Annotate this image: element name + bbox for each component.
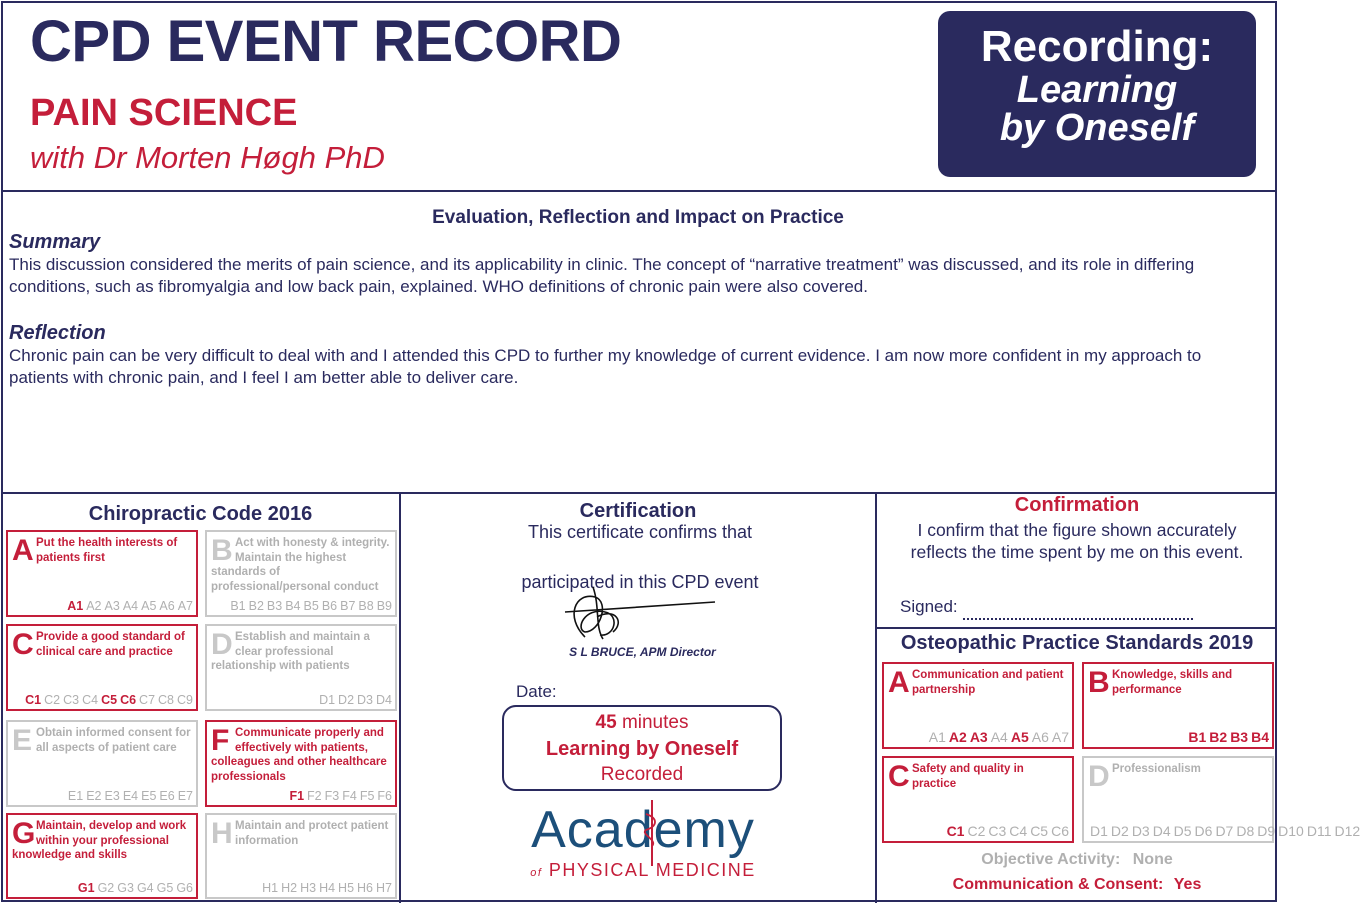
standard-codes bbox=[11, 599, 193, 613]
standard-description-text: Safety and quality in practice bbox=[912, 763, 1024, 790]
standard-code: B1 bbox=[230, 599, 246, 613]
standard-description-text: Establish and maintain a clear professional relationship with patients bbox=[211, 631, 370, 672]
standard-code: A7 bbox=[177, 599, 193, 613]
signatory-name: S L BRUCE, APM Director bbox=[569, 645, 716, 659]
standard-letter: D bbox=[1088, 760, 1110, 793]
standard-description bbox=[211, 819, 392, 848]
osteo-standard-a bbox=[882, 662, 1074, 749]
standard-code: A3 bbox=[969, 729, 988, 745]
recording-label: Recording: bbox=[980, 22, 1214, 71]
signature-image bbox=[555, 577, 775, 647]
standard-description-text: Obtain informed consent for all aspects of patient care bbox=[36, 727, 191, 754]
standard-code: G1 bbox=[77, 881, 95, 895]
reflection-text: Chronic pain can be very difficult to deal with and I attended this CPD to further my knowledge of current evidence. I am now more confident in my approach to patients with chronic pain, and I feel I am better able to deliver care. bbox=[9, 346, 1202, 387]
divider bbox=[399, 493, 401, 903]
standard-description bbox=[12, 536, 193, 565]
standard-letter: B bbox=[1088, 666, 1110, 699]
standard-description bbox=[211, 630, 392, 674]
standard-code: A3 bbox=[104, 599, 120, 613]
confirmation-title: Confirmation bbox=[1014, 494, 1140, 516]
certification-title: Certification bbox=[579, 500, 697, 522]
page-title: CPD EVENT RECORD bbox=[30, 9, 622, 74]
standard-code: H6 bbox=[357, 881, 374, 895]
standard-code: C3 bbox=[63, 693, 80, 707]
chiro-standard-g bbox=[6, 813, 198, 899]
standard-codes bbox=[11, 881, 193, 895]
standard-letter: D bbox=[211, 628, 233, 661]
divider bbox=[2, 190, 1277, 192]
recording-type-line1: Learning bbox=[1016, 69, 1178, 111]
standard-code: C3 bbox=[988, 823, 1007, 839]
standard-description-text: Knowledge, skills and performance bbox=[1112, 669, 1233, 696]
presenter-line: with Dr Morten Høgh PhD bbox=[30, 140, 385, 175]
standard-code: C5 bbox=[101, 693, 118, 707]
standard-code: B2 bbox=[1209, 729, 1228, 745]
standard-code: C5 bbox=[1030, 823, 1049, 839]
standard-code: D10 bbox=[1278, 823, 1304, 839]
standard-code: A5 bbox=[1010, 729, 1029, 745]
standard-code: G5 bbox=[156, 881, 174, 895]
standard-code: A6 bbox=[159, 599, 175, 613]
chiro-title: Chiropractic Code 2016 bbox=[88, 503, 313, 525]
standard-code: H1 bbox=[262, 881, 279, 895]
standard-code: E3 bbox=[104, 789, 120, 803]
activity-type: Learning by Oneself bbox=[545, 738, 739, 760]
standard-code: C1 bbox=[946, 823, 965, 839]
standard-code: C1 bbox=[25, 693, 42, 707]
logo-wordmark: Academy bbox=[531, 801, 755, 859]
standard-code: F1 bbox=[289, 789, 305, 803]
standard-description-text: Maintain and protect patient information bbox=[235, 820, 389, 847]
standard-code: A5 bbox=[141, 599, 157, 613]
standard-code: D12 bbox=[1334, 823, 1360, 839]
osteo-standard-d bbox=[1082, 756, 1360, 843]
objective-activity-value: None bbox=[1132, 851, 1173, 868]
standard-code: B4 bbox=[285, 599, 301, 613]
standard-code: D3 bbox=[357, 693, 374, 707]
standard-code: F6 bbox=[377, 789, 392, 803]
standard-code: G3 bbox=[117, 881, 134, 895]
standard-codes bbox=[1087, 823, 1360, 839]
duration-value: 45 bbox=[595, 712, 617, 733]
standard-letter: A bbox=[12, 534, 34, 567]
standard-description-text: Provide a good standard of clinical care and practice bbox=[36, 631, 185, 658]
standard-code: D4 bbox=[1152, 823, 1171, 839]
standard-code: B9 bbox=[376, 599, 392, 613]
standard-description-text: Communication and patient partnership bbox=[912, 669, 1064, 696]
standard-code: C6 bbox=[1051, 823, 1069, 839]
standard-code: G2 bbox=[97, 881, 115, 895]
duration-unit: minutes bbox=[621, 712, 689, 733]
standard-code: C7 bbox=[139, 693, 156, 707]
standard-code: D1 bbox=[1090, 823, 1108, 839]
standard-codes bbox=[210, 789, 392, 803]
standard-code: A7 bbox=[1051, 729, 1069, 745]
standard-code: A2 bbox=[948, 729, 967, 745]
signed-label: Signed: bbox=[900, 597, 958, 616]
standard-code: B7 bbox=[340, 599, 356, 613]
standard-letter: G bbox=[12, 817, 36, 850]
chiro-standard-d bbox=[205, 624, 397, 711]
standard-code: E6 bbox=[159, 789, 175, 803]
standard-code: E5 bbox=[141, 789, 157, 803]
standard-description bbox=[12, 819, 193, 863]
confirmation-text: I confirm that the figure shown accurately reflects the time spent by me on this event. bbox=[910, 520, 1244, 562]
time-record-box bbox=[502, 705, 782, 791]
standard-code: G4 bbox=[136, 881, 154, 895]
chiro-standard-f bbox=[205, 720, 397, 807]
standard-code: B6 bbox=[321, 599, 338, 613]
osteo-standard-b bbox=[1082, 662, 1274, 749]
summary-title: Summary bbox=[9, 231, 101, 253]
standard-description bbox=[12, 630, 193, 659]
chiro-standard-e bbox=[6, 720, 198, 807]
standard-letter: E bbox=[12, 724, 33, 757]
standard-codes bbox=[1087, 729, 1269, 745]
standard-description bbox=[211, 536, 392, 594]
recording-badge bbox=[938, 11, 1256, 177]
standard-description-text: Maintain, develop and work within your professional knowledge and skills bbox=[12, 820, 187, 861]
standard-code: A4 bbox=[122, 599, 139, 613]
standard-description-text: Communicate properly and effectively with patients, colleagues and other healthcare professionals bbox=[211, 727, 387, 783]
standard-code: A2 bbox=[86, 599, 102, 613]
standard-code: D9 bbox=[1257, 823, 1276, 839]
standard-code: D1 bbox=[319, 693, 336, 707]
divider bbox=[876, 627, 1277, 629]
standard-description-text: Put the health interests of patients first bbox=[36, 537, 178, 564]
academy-logo bbox=[503, 800, 783, 890]
recording-type-line2: by Oneself bbox=[999, 107, 1195, 149]
standard-description bbox=[1088, 668, 1269, 697]
standard-description bbox=[888, 762, 1069, 791]
standard-code: F3 bbox=[324, 789, 340, 803]
standard-letter: H bbox=[211, 817, 233, 850]
date-label: Date: bbox=[516, 682, 557, 701]
standard-letter: C bbox=[12, 628, 34, 661]
standard-code: E7 bbox=[177, 789, 193, 803]
standard-code: B3 bbox=[266, 599, 283, 613]
reflection-title: Reflection bbox=[9, 322, 106, 344]
standard-letter: F bbox=[211, 724, 230, 757]
standard-code: C4 bbox=[1009, 823, 1028, 839]
standard-codes bbox=[11, 693, 193, 707]
standard-code: A1 bbox=[928, 729, 946, 745]
standard-code: B3 bbox=[1230, 729, 1249, 745]
objective-activity-label: Objective Activity: bbox=[981, 851, 1121, 868]
standard-description-text: Professionalism bbox=[1112, 763, 1201, 775]
record-status: Recorded bbox=[600, 764, 684, 785]
standard-codes bbox=[887, 823, 1069, 839]
signature-line[interactable] bbox=[963, 618, 1193, 620]
standard-code: F4 bbox=[342, 789, 357, 803]
standard-code: H4 bbox=[319, 881, 336, 895]
standard-code: H5 bbox=[338, 881, 355, 895]
logo-of: of bbox=[530, 867, 543, 879]
chiro-standard-h bbox=[205, 813, 397, 899]
standard-letter: C bbox=[888, 760, 910, 793]
standard-code: H2 bbox=[281, 881, 298, 895]
standard-code: D2 bbox=[1110, 823, 1129, 839]
standard-code: D2 bbox=[338, 693, 355, 707]
standard-code: B8 bbox=[358, 599, 374, 613]
event-subtitle: PAIN SCIENCE bbox=[30, 92, 298, 134]
standard-description bbox=[888, 668, 1069, 697]
standard-letter: A bbox=[888, 666, 910, 699]
standard-codes bbox=[11, 789, 193, 803]
divider bbox=[875, 493, 877, 903]
standard-code: D7 bbox=[1215, 823, 1234, 839]
certification-line1: This certificate confirms that bbox=[527, 522, 753, 542]
standard-codes bbox=[210, 599, 392, 613]
standard-code: A6 bbox=[1031, 729, 1049, 745]
summary-text: This discussion considered the merits of pain science, and its applicability in clinic. The concept of “narrative treatment” was discussed, and its role in differing conditions, such as fibromyalgia and low back pain, explained. WHO definitions of chronic pain were also covered. bbox=[9, 255, 1195, 296]
standard-code: C4 bbox=[82, 693, 99, 707]
standard-code: D3 bbox=[1131, 823, 1150, 839]
chiro-standard-b bbox=[205, 530, 397, 617]
standard-code: H7 bbox=[376, 881, 392, 895]
standard-code: D11 bbox=[1306, 823, 1332, 839]
standard-code: C8 bbox=[158, 693, 175, 707]
standard-code: B2 bbox=[248, 599, 264, 613]
standard-code: E2 bbox=[86, 789, 102, 803]
standard-code: D6 bbox=[1194, 823, 1213, 839]
certification-line2: participated in this CPD event bbox=[521, 572, 759, 592]
standard-description bbox=[211, 726, 392, 784]
standard-description bbox=[1088, 760, 1269, 793]
standard-code: F5 bbox=[359, 789, 375, 803]
standard-code: D4 bbox=[376, 693, 392, 707]
standard-codes bbox=[210, 881, 392, 895]
logo-subtitle: PHYSICAL MEDICINE bbox=[548, 860, 756, 880]
chiro-standard-c bbox=[6, 624, 198, 711]
standard-code: C6 bbox=[120, 693, 137, 707]
standard-code: F2 bbox=[307, 789, 322, 803]
osteo-title: Osteopathic Practice Standards 2019 bbox=[900, 632, 1254, 654]
standard-description-text: Act with honesty & integrity. Maintain the highest standards of professional/personal conduct bbox=[211, 537, 390, 593]
standard-code: C2 bbox=[967, 823, 986, 839]
standard-codes bbox=[887, 729, 1069, 745]
osteo-standard-c bbox=[882, 756, 1074, 843]
standard-code: B1 bbox=[1188, 729, 1207, 745]
standard-codes bbox=[210, 693, 392, 707]
standard-code: E1 bbox=[67, 789, 84, 803]
chiro-standard-a bbox=[6, 530, 198, 617]
standard-letter: B bbox=[211, 534, 233, 567]
standard-description bbox=[12, 726, 193, 755]
standard-code: B5 bbox=[303, 599, 319, 613]
standard-code: B4 bbox=[1251, 729, 1269, 745]
standard-code: H3 bbox=[300, 881, 317, 895]
caduceus-icon bbox=[642, 796, 662, 868]
standard-code: G6 bbox=[176, 881, 193, 895]
standard-code: E4 bbox=[122, 789, 139, 803]
standard-code: A1 bbox=[67, 599, 84, 613]
standard-code: C2 bbox=[44, 693, 61, 707]
standard-code: C9 bbox=[177, 693, 193, 707]
communication-consent-value: Yes bbox=[1173, 876, 1202, 893]
communication-consent-label: Communication & Consent: bbox=[952, 876, 1164, 893]
standard-code: D8 bbox=[1236, 823, 1255, 839]
standard-code: D5 bbox=[1173, 823, 1192, 839]
standard-code: A4 bbox=[990, 729, 1008, 745]
evaluation-heading: Evaluation, Reflection and Impact on Practice bbox=[432, 207, 844, 228]
